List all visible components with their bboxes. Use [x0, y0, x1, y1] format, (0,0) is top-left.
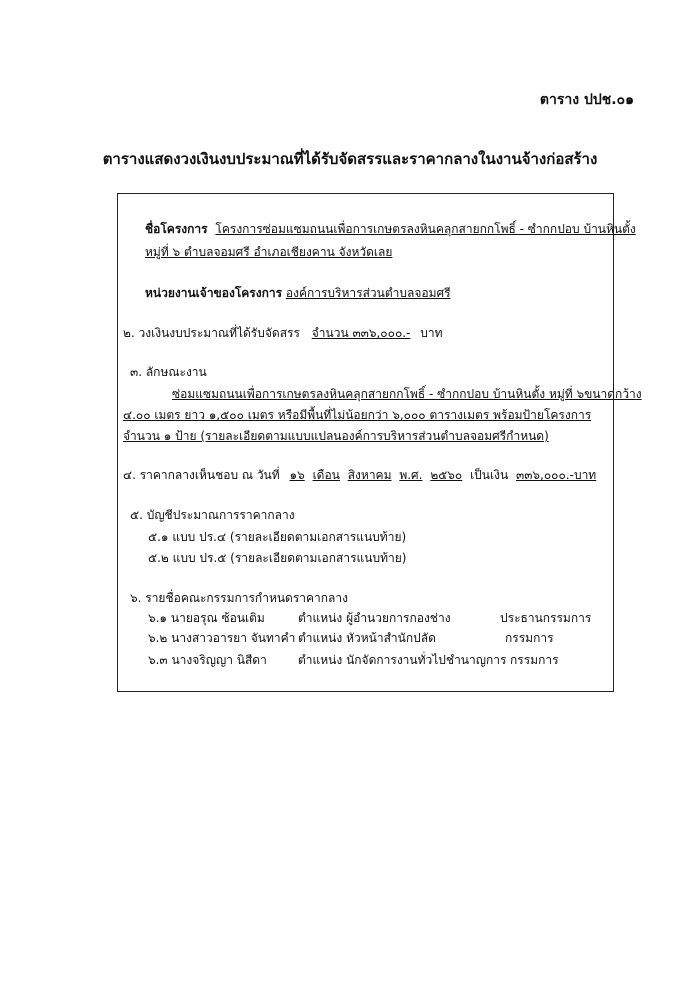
committee-member-2-position: [298, 630, 436, 646]
committee-member-2-role: กรรมการ: [505, 631, 554, 645]
committee-member-1-position: [298, 610, 451, 626]
committee-label: ๖. รายชื่อคณะกรรมการกำหนดราคากลาง: [130, 591, 349, 605]
budget-row: [123, 325, 443, 341]
committee-member-2-no: ๖.๒: [148, 631, 168, 645]
project-name-line1: โครงการซ่อมแซมถนนเพื่อการเกษตรลงหินคลุกสายกกโพธิ์ - ซำกกปอบ บ้านหินตั้ง: [215, 222, 636, 236]
committee-member-3-pos: นักจัดการงานทั่วไปชำนาญการ: [346, 653, 507, 667]
work-label: ๓. ลักษณะงาน: [130, 365, 207, 379]
committee-member-2-name: นางสาวอารยา จันทาคำ: [171, 631, 296, 645]
agency-row: [145, 285, 451, 301]
budget-amount: จำนวน ๓๓๖,๐๐๐.-: [311, 326, 411, 340]
committee-member-2-pos-label: ตำแหน่ง: [298, 631, 343, 645]
committee-member-3-no-name: [148, 652, 267, 668]
median-price-row: [123, 467, 596, 483]
committee-member-3-position: [298, 652, 506, 668]
committee-member-2-pos: หัวหน้าสำนักปลัด: [346, 631, 436, 645]
budget-unit: บาท: [420, 326, 443, 340]
estimate-item-2: ๕.๒ แบบ ปร.๕ (รายละเอียดตามเอกสารแนบท้าย): [148, 551, 407, 565]
committee-member-3-no: ๖.๓: [148, 653, 168, 667]
committee-member-1-role: ประธานกรรมการ: [500, 611, 592, 625]
estimate-item-1: ๕.๑ แบบ ปร.๔ (รายละเอียดตามเอกสารแนบท้าย): [148, 530, 407, 544]
document-title: ตารางแสดงวงเงินงบประมาณที่ได้รับจัดสรรและราคากลางในงานจ้างก่อสร้าง: [102, 150, 598, 168]
agency-name: องค์การบริหารส่วนตำบลจอมศรี: [285, 286, 451, 300]
median-price-day: ๑๖: [289, 468, 305, 482]
median-price-year: ๒๕๖๐: [430, 468, 463, 482]
committee-member-3-pos-label: ตำแหน่ง: [298, 653, 343, 667]
committee-member-1-no: ๖.๑: [148, 611, 168, 625]
median-price-amount-label: เป็นเงิน: [470, 468, 509, 482]
agency-label: หน่วยงานเจ้าของโครงการ: [145, 286, 283, 300]
estimates-label: ๕. บัญชีประมาณการราคากลาง: [130, 508, 295, 522]
committee-member-3-name: นางจริญญา นิสีดา: [171, 653, 267, 667]
form-code: ตาราง ปปช.๐๑: [539, 92, 634, 108]
median-price-month: สิงหาคม: [347, 468, 392, 482]
project-row: [145, 221, 636, 237]
committee-member-1-pos: ผู้อำนวยการกองช่าง: [346, 611, 451, 625]
median-price-year-label: พ.ศ.: [399, 468, 423, 482]
work-line1: ซ่อมแซมถนนเพื่อการเกษตรลงหินคลุกสายกกโพธิ์ - ซำกกปอบ บ้านหินตั้ง หมู่ที่ ๖ขนาดกว้าง: [172, 387, 642, 401]
median-price-month-label: เดือน: [312, 468, 340, 482]
project-name-line2: หมู่ที่ ๖ ตำบลจอมศรี อำเภอเชียงคาน จังหวัดเลย: [145, 245, 393, 259]
median-price-amount: ๓๓๖,๐๐๐.-บาท: [516, 468, 597, 482]
committee-member-1-no-name: [148, 610, 265, 626]
work-line3: จำนวน ๑ ป้าย (รายละเอียดตามแบบแปลนองค์การบริหารส่วนตำบลจอมศรีกำหนด): [123, 429, 549, 443]
project-label: ชื่อโครงการ: [145, 222, 208, 236]
work-line2: ๔.๐๐ เมตร ยาว ๑,๕๐๐ เมตร หรือมีพื้นที่ไม่น้อยกว่า ๖,๐๐๐ ตารางเมตร พร้อมป้ายโครงการ: [123, 408, 592, 422]
committee-member-2-no-name: [148, 630, 295, 646]
committee-member-1-pos-label: ตำแหน่ง: [298, 611, 343, 625]
committee-member-1-name: นายอรุณ ซ้อนเติม: [170, 611, 265, 625]
committee-member-3-role: กรรมการ: [510, 653, 559, 667]
budget-label: ๒. วงเงินงบประมาณที่ได้รับจัดสรร: [123, 326, 300, 340]
median-price-label: ๔. ราคากลางเห็นชอบ ณ วันที่: [123, 468, 280, 482]
